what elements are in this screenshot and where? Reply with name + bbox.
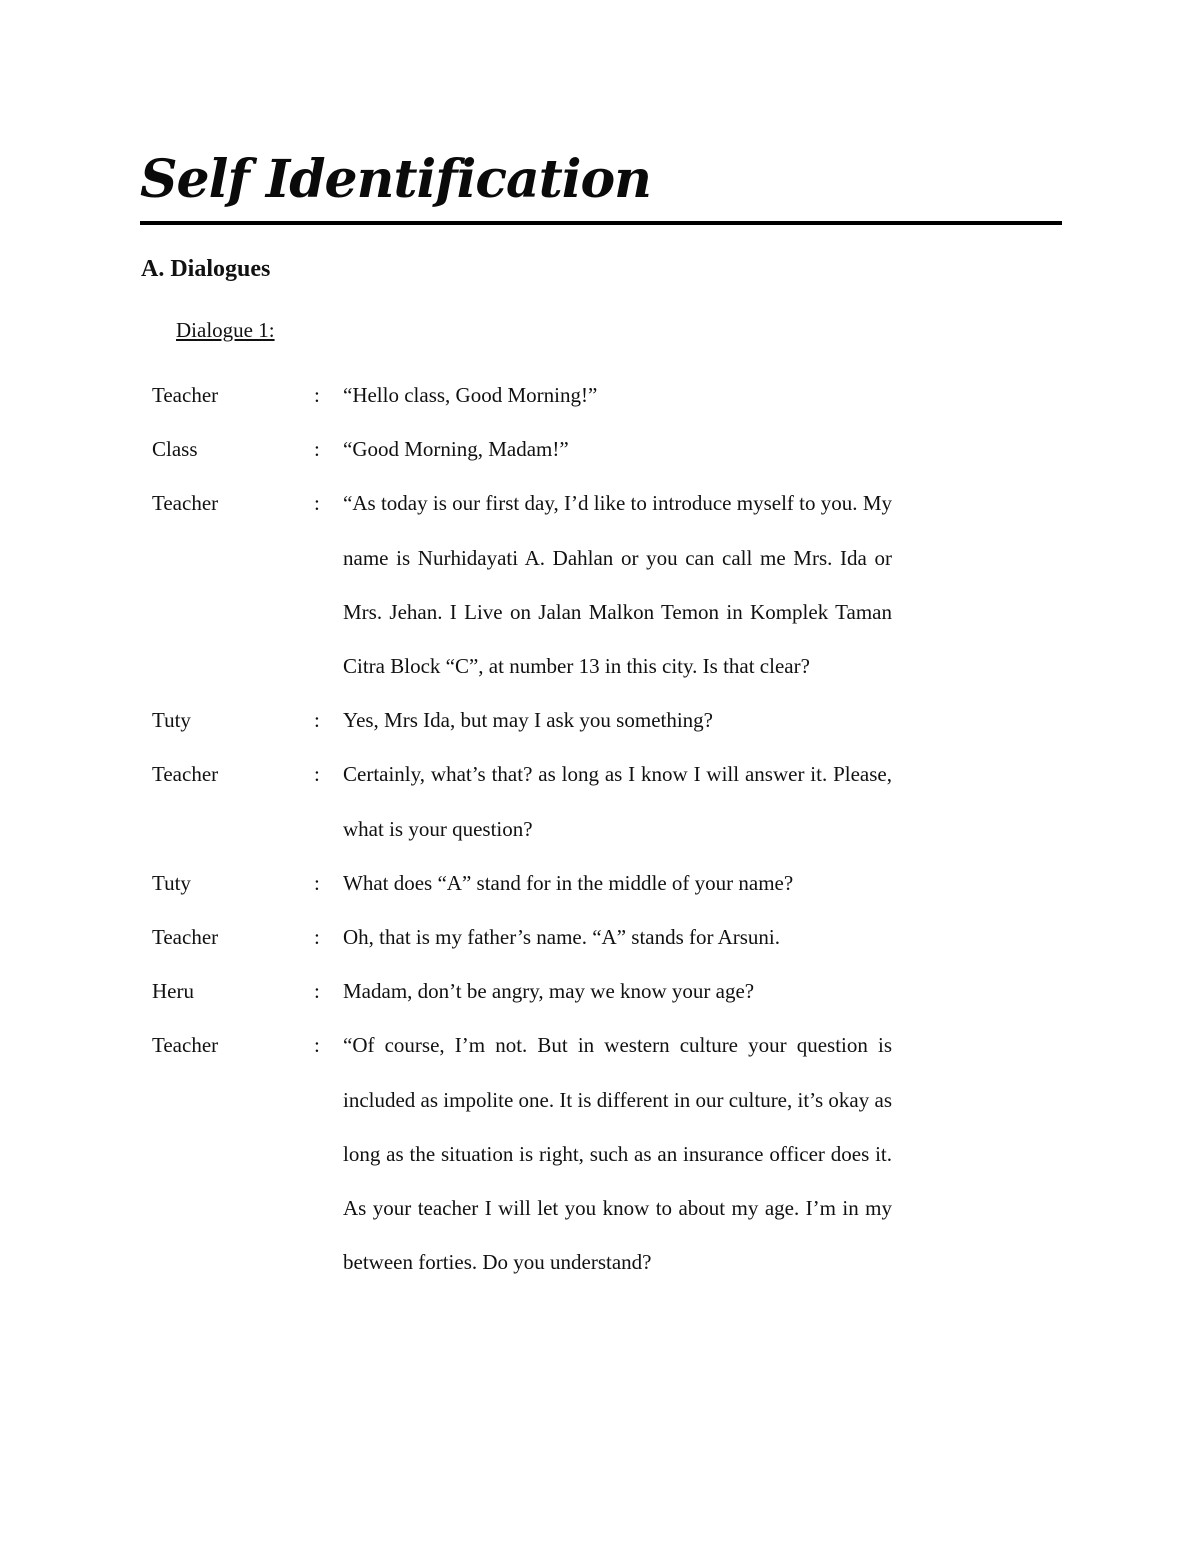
speaker-separator: : xyxy=(314,1033,320,1058)
dialogue-line xyxy=(152,422,892,476)
speaker-name: Teacher xyxy=(152,925,219,950)
speaker-name: Tuty xyxy=(152,708,191,733)
dialogue-line xyxy=(152,910,892,964)
dialogue-lines xyxy=(152,368,892,1289)
utterance-text: Oh, that is my father’s name. “A” stands for Arsuni. xyxy=(343,925,781,950)
utterance-text: What does “A” stand for in the middle of your name? xyxy=(343,870,794,895)
title-underline xyxy=(140,221,1062,225)
dialogue-line xyxy=(152,1018,892,1289)
speaker-separator: : xyxy=(314,491,320,516)
speaker-separator: : xyxy=(314,762,320,787)
dialogue-line xyxy=(152,964,892,1018)
speaker-name: Heru xyxy=(152,979,194,1004)
speaker-name: Class xyxy=(152,437,198,462)
dialogue-heading: Dialogue 1: xyxy=(176,318,275,342)
speaker-separator: : xyxy=(314,708,320,733)
speaker-separator: : xyxy=(314,979,320,1004)
utterance-text: Madam, don’t be angry, may we know your age? xyxy=(343,979,755,1004)
speaker-separator: : xyxy=(314,383,320,407)
utterance-text: “Of course, I’m not. But in western culture your question is included as impolite one. It is different in our culture, it’s okay as long as the situation is right, such as an insurance officer does it. As your teacher I will let you know to about my age. I’m in my between forties. Do you understand? xyxy=(343,1033,892,1275)
utterance-text: Yes, Mrs Ida, but may I ask you something? xyxy=(343,708,714,733)
section-heading: A. Dialogues xyxy=(141,256,271,282)
speaker-name: Teacher xyxy=(152,762,219,787)
dialogue-line xyxy=(152,856,892,910)
utterance-text: “Good Morning, Madam!” xyxy=(343,437,569,462)
speaker-name: Teacher xyxy=(152,491,219,516)
speaker-separator: : xyxy=(314,437,320,462)
dialogue-line xyxy=(152,368,892,422)
speaker-name: Teacher xyxy=(152,383,219,407)
speaker-separator: : xyxy=(314,870,320,895)
page-title: Self Identification xyxy=(140,149,651,210)
dialogue-line xyxy=(152,693,892,747)
utterance-text: “As today is our first day, I’d like to introduce myself to you. My name is Nurhidayati A. Dahlan or you can call me Mrs. Ida or Mrs. Jehan. I Live on Jalan Malkon Temon in Komplek Taman Citra Block “C”, at number 13 in this city. Is that clear? xyxy=(343,491,892,679)
dialogue-line xyxy=(152,476,892,693)
speaker-name: Teacher xyxy=(152,1033,219,1058)
speaker-separator: : xyxy=(314,925,320,950)
dialogue-line xyxy=(152,747,892,855)
utterance-text: “Hello class, Good Morning!” xyxy=(343,383,598,407)
utterance-text: Certainly, what’s that? as long as I know I will answer it. Please, what is your question? xyxy=(343,762,892,841)
speaker-name: Tuty xyxy=(152,870,191,895)
